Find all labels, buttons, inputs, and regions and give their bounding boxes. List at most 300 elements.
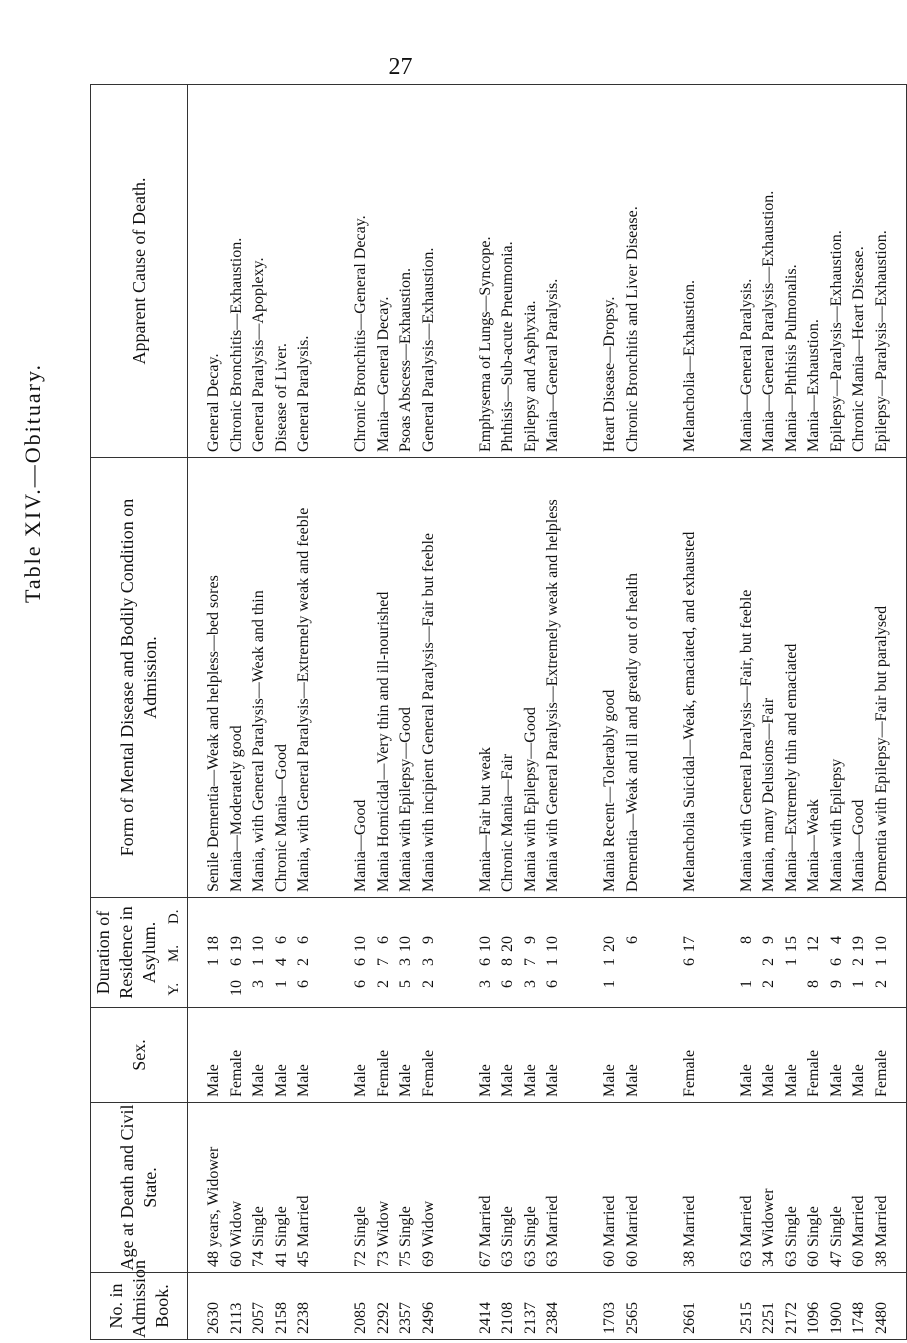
- duration-years: 6: [499, 980, 516, 988]
- row-line: [497, 903, 520, 1002]
- civil-state: years, Widower: [205, 1146, 222, 1247]
- mental-disease-form: Mania with General Paralysis—Fair, but feeble: [737, 589, 755, 892]
- row-line: [293, 463, 338, 892]
- sex: Male: [601, 1064, 618, 1097]
- row-line: [520, 1108, 543, 1267]
- group-gap: [463, 1108, 475, 1267]
- row-line: [679, 1013, 724, 1097]
- civil-state: Single: [397, 1206, 414, 1247]
- header-duration-d: D.: [166, 909, 182, 925]
- table-body: [188, 85, 907, 1340]
- duration-years: 8: [805, 980, 822, 988]
- row-line: [803, 1013, 826, 1097]
- row-line: [758, 1278, 781, 1334]
- row-line: [599, 463, 622, 892]
- group-gap: [463, 1013, 475, 1097]
- group-gap: [338, 90, 350, 452]
- sex: Female: [419, 1049, 437, 1097]
- duration-months: 1: [544, 958, 561, 966]
- mental-disease-form: Chronic Mania—Fair: [499, 753, 516, 892]
- group-gap: [893, 1013, 905, 1097]
- body-row: [188, 85, 907, 1340]
- age: 38: [872, 1251, 890, 1267]
- row-line: [271, 1278, 294, 1334]
- row-line: [373, 1013, 396, 1097]
- mental-disease-form: Dementia with Epilepsy—Fair but paralysed: [872, 605, 890, 892]
- row-line: [418, 1278, 463, 1334]
- row-line: [736, 1278, 759, 1334]
- group-gap: [667, 90, 679, 452]
- duration-months: 1: [782, 958, 800, 966]
- duration-days: 6: [272, 936, 290, 944]
- row-line: [758, 903, 781, 1002]
- row-line: [871, 90, 894, 452]
- row-line: [679, 1278, 724, 1334]
- row-line: [542, 463, 587, 892]
- row-line: [497, 1108, 520, 1267]
- row-line: [475, 1108, 498, 1267]
- row-line: [497, 1278, 520, 1334]
- admission-number: 2292: [374, 1302, 392, 1334]
- row-line: [803, 90, 826, 452]
- group-gap: [587, 463, 599, 892]
- duration-years: 3: [476, 980, 494, 988]
- duration-months: 6: [476, 958, 494, 966]
- cause-of-death: Emphysema of Lungs—Syncope.: [476, 236, 494, 452]
- duration-days: 20: [499, 936, 516, 952]
- duration-days: 8: [737, 936, 755, 944]
- cause-of-death: Mania—General Paralysis.: [737, 278, 755, 452]
- group-gap: [724, 463, 736, 892]
- duration-years: 2: [419, 980, 437, 988]
- sex: Male: [737, 1064, 755, 1097]
- header-duration: [91, 898, 188, 1008]
- mental-disease-form: Chronic Mania—Good: [272, 744, 290, 892]
- col-sex: [188, 1008, 907, 1103]
- header-duration-units: [163, 899, 186, 1006]
- group-gap: [338, 1278, 350, 1334]
- admission-number: 2172: [782, 1302, 800, 1334]
- admission-number: 1900: [827, 1302, 845, 1334]
- cause-of-death: Epilepsy and Asphyxia.: [521, 300, 539, 452]
- row-line: [758, 90, 781, 452]
- duration-days: 6: [374, 936, 392, 944]
- row-line: [803, 463, 826, 892]
- age: 41: [272, 1251, 290, 1267]
- age: 38: [680, 1251, 698, 1267]
- mental-disease-form: Melancholia Suicidal—Weak, emaciated, and exhausted: [680, 531, 698, 892]
- duration-days: 10: [872, 936, 890, 952]
- col-cause: [188, 85, 907, 458]
- group-gap: [893, 463, 905, 892]
- group-gap: [587, 1108, 599, 1267]
- row-line: [226, 90, 249, 452]
- civil-state: Married: [680, 1195, 698, 1247]
- admission-number: 2357: [397, 1302, 414, 1334]
- cause-of-death: Mania—Phthisis Pulmonalis.: [782, 264, 800, 452]
- group-gap: [893, 1278, 905, 1334]
- group-gap: [463, 903, 475, 1002]
- admission-number: 2384: [544, 1302, 561, 1334]
- row-line: [475, 1278, 498, 1334]
- duration-years: 6: [295, 980, 312, 988]
- age: 45: [295, 1251, 312, 1267]
- group-gap: [893, 903, 905, 1002]
- row-line: [203, 1108, 226, 1267]
- header-admission-no: No. in Admission Book.: [91, 1273, 188, 1340]
- admission-number: 2661: [680, 1302, 698, 1334]
- sex: Male: [760, 1064, 777, 1097]
- civil-state: Married: [737, 1195, 755, 1247]
- row-line: [599, 90, 622, 452]
- age: 60: [227, 1251, 245, 1267]
- row-line: [826, 90, 849, 452]
- row-line: [803, 903, 826, 1002]
- mental-disease-form: Dementia—Weak and ill and greatly out of health: [623, 572, 641, 892]
- age: 34: [760, 1251, 777, 1267]
- cause-of-death: Mania—General Decay.: [374, 296, 392, 452]
- row-line: [736, 1108, 759, 1267]
- duration-years: 5: [397, 980, 414, 988]
- row-line: [271, 90, 294, 452]
- row-line: [293, 90, 338, 452]
- row-line: [781, 1013, 804, 1097]
- admission-number: 2480: [872, 1302, 890, 1334]
- cause-of-death: Chronic Bronchitis and Liver Disease.: [623, 206, 641, 452]
- duration-years: 1: [601, 980, 618, 988]
- row-line: [826, 1108, 849, 1267]
- age: 72: [352, 1251, 369, 1267]
- group-gap: [463, 463, 475, 892]
- group-gap: [724, 1278, 736, 1334]
- age: 60: [601, 1251, 618, 1267]
- age: 48: [205, 1251, 222, 1267]
- duration-days: 17: [680, 936, 698, 952]
- sex: Female: [872, 1049, 890, 1097]
- admission-number: 2414: [476, 1302, 494, 1334]
- duration-days: 19: [850, 936, 867, 952]
- duration-years: 3: [250, 980, 267, 988]
- age: 63: [737, 1251, 755, 1267]
- row-line: [871, 1278, 894, 1334]
- civil-state: Single: [272, 1206, 290, 1247]
- group-gap: [667, 1013, 679, 1097]
- duration-months: 3: [419, 958, 437, 966]
- duration-months: 1: [250, 958, 267, 966]
- duration-months: 6: [680, 958, 698, 966]
- row-line: [203, 1278, 226, 1334]
- group-gap: [463, 1278, 475, 1334]
- row-line: [226, 1108, 249, 1267]
- duration-days: 10: [352, 936, 369, 952]
- row-line: [520, 903, 543, 1002]
- duration-days: 10: [544, 936, 561, 952]
- duration-years: 1: [850, 980, 867, 988]
- duration-months: 1: [872, 958, 890, 966]
- admission-number: 2137: [521, 1302, 539, 1334]
- sex: Male: [352, 1064, 369, 1097]
- group-gap: [893, 1108, 905, 1267]
- row-line: [373, 1108, 396, 1267]
- group-gap: [587, 903, 599, 1002]
- admission-number: 2057: [250, 1302, 267, 1334]
- row-line: [622, 903, 667, 1002]
- row-line: [203, 90, 226, 452]
- row-line: [271, 1108, 294, 1267]
- duration-months: 6: [827, 958, 845, 966]
- duration-months: 1: [601, 958, 618, 966]
- row-line: [781, 463, 804, 892]
- row-line: [395, 1013, 418, 1097]
- sex: Male: [397, 1064, 414, 1097]
- age: 63: [782, 1251, 800, 1267]
- row-line: [418, 1013, 463, 1097]
- sex: Male: [272, 1064, 290, 1097]
- header-form: Form of Mental Disease and Bodily Condition on Admission.: [91, 458, 188, 898]
- group-gap: [667, 1108, 679, 1267]
- col-form: [188, 458, 907, 898]
- age: 73: [374, 1251, 392, 1267]
- row-line: [542, 1013, 587, 1097]
- row-line: [475, 463, 498, 892]
- duration-days: 20: [601, 936, 618, 952]
- duration-days: 6: [623, 936, 641, 944]
- row-line: [542, 1108, 587, 1267]
- row-line: [226, 463, 249, 892]
- admission-number: 2251: [760, 1302, 777, 1334]
- row-line: [248, 1108, 271, 1267]
- mental-disease-form: Mania Homicidal—Very thin and ill-nourished: [374, 591, 392, 892]
- sex: Female: [680, 1049, 698, 1097]
- sex: Male: [295, 1064, 312, 1097]
- row-line: [679, 463, 724, 892]
- group-gap: [667, 463, 679, 892]
- row-line: [599, 1108, 622, 1267]
- row-line: [203, 1013, 226, 1097]
- admission-number: 2113: [227, 1302, 245, 1334]
- sex: Male: [499, 1064, 516, 1097]
- row-line: [848, 463, 871, 892]
- row-line: [520, 463, 543, 892]
- row-line: [475, 90, 498, 452]
- duration-days: 12: [805, 936, 822, 952]
- civil-state: Married: [850, 1195, 867, 1247]
- row-line: [520, 1278, 543, 1334]
- duration-years: 6: [352, 980, 369, 988]
- sex: Female: [374, 1049, 392, 1097]
- sex: Male: [827, 1064, 845, 1097]
- sex: Male: [850, 1064, 867, 1097]
- cause-of-death: Melancholia—Exhaustion.: [680, 280, 698, 452]
- row-line: [271, 1013, 294, 1097]
- duration-days: 10: [476, 936, 494, 952]
- group-gap: [338, 1108, 350, 1267]
- civil-state: Married: [476, 1195, 494, 1247]
- row-line: [542, 90, 587, 452]
- admission-number: 2085: [352, 1302, 369, 1334]
- row-line: [542, 1278, 587, 1334]
- mental-disease-form: Mania, many Delusions—Fair: [760, 697, 777, 892]
- row-line: [497, 463, 520, 892]
- age: 67: [476, 1251, 494, 1267]
- age: 74: [250, 1251, 267, 1267]
- row-line: [622, 1013, 667, 1097]
- row-line: [622, 1278, 667, 1334]
- row-line: [848, 903, 871, 1002]
- duration-years: 2: [760, 980, 777, 988]
- header-duration-m: M.: [166, 944, 182, 963]
- row-line: [871, 1013, 894, 1097]
- row-line: [395, 1108, 418, 1267]
- age: 47: [827, 1251, 845, 1267]
- mental-disease-form: Mania—Good: [850, 799, 867, 892]
- sex: Male: [476, 1064, 494, 1097]
- civil-state: Widow: [227, 1200, 245, 1248]
- age: 69: [419, 1251, 437, 1267]
- cause-of-death: General Paralysis—Exhaustion.: [419, 247, 437, 452]
- mental-disease-form: Mania with General Paralysis—Extremely weak and helpless: [544, 499, 561, 892]
- civil-state: Single: [352, 1206, 369, 1247]
- cause-of-death: Chronic Bronchitis—General Decay.: [352, 215, 369, 452]
- row-line: [497, 90, 520, 452]
- col-age-civil: [188, 1103, 907, 1273]
- row-line: [203, 903, 226, 1002]
- row-line: [418, 903, 463, 1002]
- civil-state: Widow: [419, 1200, 437, 1248]
- row-line: [293, 1108, 338, 1267]
- row-line: [599, 903, 622, 1002]
- row-line: [826, 463, 849, 892]
- mental-disease-form: Mania—Moderately good: [227, 725, 245, 892]
- admission-number: 1096: [805, 1302, 822, 1334]
- mental-disease-form: Mania—Fair but weak: [476, 747, 494, 892]
- table-title: Table XIV.—Obituary.: [20, 362, 45, 604]
- duration-days: 9: [760, 936, 777, 944]
- row-line: [871, 903, 894, 1002]
- duration-days: 9: [419, 936, 437, 944]
- group-gap: [667, 903, 679, 1002]
- row-line: [622, 1108, 667, 1267]
- header-cause: Apparent Cause of Death.: [91, 85, 188, 458]
- header-duration-label: Duration of Residence in Asylum.: [93, 906, 159, 999]
- age: 60: [805, 1251, 822, 1267]
- row-line: [599, 1013, 622, 1097]
- cause-of-death: Psoas Abscess—Exhaustion.: [397, 268, 414, 452]
- age: 75: [397, 1251, 414, 1267]
- admission-number: 2158: [272, 1302, 290, 1334]
- admission-number: 2108: [499, 1302, 516, 1334]
- row-line: [418, 1108, 463, 1267]
- row-line: [248, 90, 271, 452]
- sex: Male: [205, 1064, 222, 1097]
- admission-number: 2630: [205, 1302, 222, 1334]
- row-line: [848, 1278, 871, 1334]
- row-line: [803, 1278, 826, 1334]
- row-line: [781, 1108, 804, 1267]
- row-line: [542, 903, 587, 1002]
- cause-of-death: Mania—Exhaustion.: [805, 319, 822, 452]
- cause-of-death: Chronic Bronchitis—Exhaustion.: [227, 237, 245, 452]
- sex: Female: [227, 1049, 245, 1097]
- duration-years: 9: [827, 980, 845, 988]
- group-gap: [463, 90, 475, 452]
- duration-years: 1: [737, 980, 755, 988]
- row-line: [758, 1013, 781, 1097]
- row-line: [248, 1278, 271, 1334]
- row-line: [736, 903, 759, 1002]
- row-line: [395, 1278, 418, 1334]
- age: 63: [521, 1251, 539, 1267]
- row-line: [226, 903, 249, 1002]
- civil-state: Married: [623, 1195, 641, 1247]
- row-line: [758, 463, 781, 892]
- duration-days: 10: [397, 936, 414, 952]
- cause-of-death: General Paralysis—Apoplexy.: [250, 257, 267, 452]
- row-line: [781, 90, 804, 452]
- duration-days: 10: [250, 936, 267, 952]
- admission-number: 2496: [419, 1302, 437, 1334]
- admission-number: 1748: [850, 1302, 867, 1334]
- duration-months: 7: [521, 958, 539, 966]
- row-line: [418, 463, 463, 892]
- row-line: [248, 903, 271, 1002]
- duration-years: 6: [544, 980, 561, 988]
- duration-years: 2: [872, 980, 890, 988]
- header-duration-y: Y.: [166, 982, 182, 996]
- admission-number: 2515: [737, 1302, 755, 1334]
- row-line: [350, 1108, 373, 1267]
- civil-state: Married: [872, 1195, 890, 1247]
- sex: Male: [544, 1064, 561, 1097]
- row-line: [395, 903, 418, 1002]
- row-line: [679, 1108, 724, 1267]
- duration-days: 9: [521, 936, 539, 944]
- duration-days: 18: [205, 936, 222, 952]
- row-line: [373, 903, 396, 1002]
- row-line: [826, 903, 849, 1002]
- row-line: [395, 463, 418, 892]
- admission-number: 2565: [623, 1302, 641, 1334]
- civil-state: Married: [601, 1195, 618, 1247]
- duration-months: 7: [374, 958, 392, 966]
- mental-disease-form: Mania with incipient General Paralysis—Fair but feeble: [419, 532, 437, 892]
- row-line: [679, 903, 724, 1002]
- group-gap: [724, 90, 736, 452]
- sex: Female: [805, 1049, 822, 1097]
- age: 60: [623, 1251, 641, 1267]
- row-line: [871, 1108, 894, 1267]
- group-gap: [724, 1108, 736, 1267]
- row-line: [622, 90, 667, 452]
- row-line: [848, 1108, 871, 1267]
- cause-of-death: Mania—General Paralysis—Exhaustion.: [760, 190, 777, 452]
- row-line: [758, 1108, 781, 1267]
- sex: Male: [623, 1064, 641, 1097]
- mental-disease-form: Mania—Extremely thin and emaciated: [782, 643, 800, 892]
- duration-months: 6: [227, 958, 245, 966]
- row-line: [350, 1013, 373, 1097]
- duration-months: 8: [499, 958, 516, 966]
- row-line: [373, 463, 396, 892]
- group-gap: [587, 1013, 599, 1097]
- row-line: [226, 1013, 249, 1097]
- group-gap: [338, 463, 350, 892]
- duration-years: 3: [521, 980, 539, 988]
- group-gap: [724, 1013, 736, 1097]
- row-line: [736, 463, 759, 892]
- row-line: [350, 463, 373, 892]
- duration-months: 4: [272, 958, 290, 966]
